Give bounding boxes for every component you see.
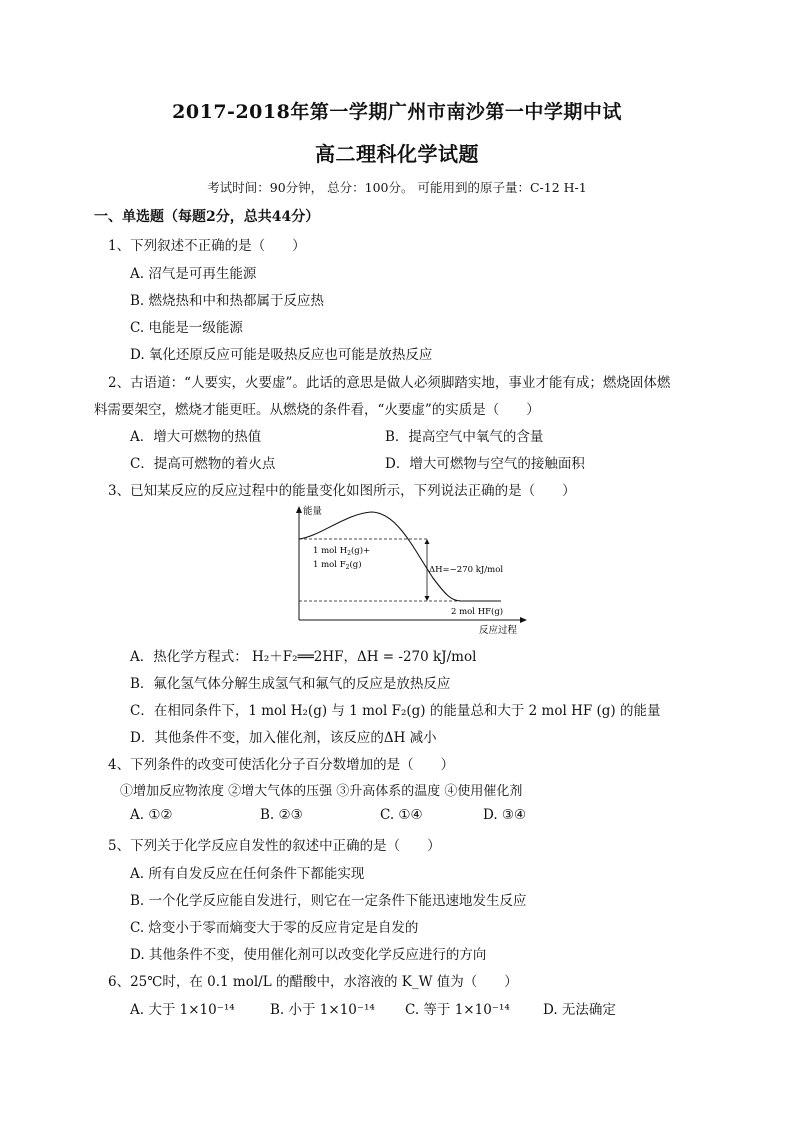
question-4-stem: 4、下列条件的改变可使活化分子百分数增加的是（ ） <box>108 757 455 773</box>
question-4-option-b: B. ②③ <box>260 807 303 823</box>
question-2-stem-line2: 料需要架空，燃烧才能更旺。从燃烧的条件看，“火要虚”的实质是（ ） <box>94 402 540 418</box>
question-5-option-a: A. 所有自发反应在任何条件下都能实现 <box>130 866 365 882</box>
question-5-option-b: B. 一个化学反应能自发进行，则它在一定条件下能迅速地发生反应 <box>130 893 527 909</box>
question-3-option-d: D．其他条件不变，加入催化剂，该反应的ΔH 减小 <box>130 730 437 746</box>
question-2-option-d: D．增大可燃物与空气的接触面积 <box>385 456 585 472</box>
question-2-stem-line1: 2、古语道：“人要实，火要虚”。此话的意思是做人必须脚踏实地，事业才能有成；燃烧固体燃 <box>108 375 671 391</box>
question-5-option-c: C. 焓变小于零而熵变大于零的反应肯定是自发的 <box>130 920 419 936</box>
energy-diagram <box>293 502 533 636</box>
product-label: 2 mol HF(g) <box>451 607 504 617</box>
delta-h-arrowhead-bottom <box>425 596 430 601</box>
question-3-option-a-prefix: A．热化学方程式： <box>130 649 248 665</box>
reactant-label-line2: 1 mol $F_2(g)$ <box>313 560 362 571</box>
y-axis-label: 能量 <box>303 506 323 517</box>
question-3-stem: 3、已知某反应的反应过程中的能量变化如图所示，下列说法正确的是（ ） <box>108 483 576 499</box>
question-6-option-d: D. 无法确定 <box>543 1002 616 1018</box>
energy-curve <box>299 512 504 601</box>
question-3-option-c: C．在相同条件下，1 mol H₂(g) 与 1 mol F₂(g) 的能量总和大于 2 mol HF (g) 的能量 <box>130 703 661 719</box>
question-2-option-c: C．提高可燃物的着火点 <box>130 456 276 472</box>
y-axis-arrow <box>296 506 302 513</box>
x-axis-arrow <box>520 617 527 623</box>
question-6-stem: 6、25℃时，在 0.1 mol/L 的醋酸中，水溶液的 K_W 值为（ ） <box>108 974 518 990</box>
exam-title: 2017-2018年第一学期广州市南沙第一中学期中试 <box>172 101 622 123</box>
question-1-option-d: D. 氧化还原反应可能是吸热反应也可能是放热反应 <box>130 347 433 363</box>
question-6-option-a: A. 大于 1×10⁻¹⁴ <box>130 1002 235 1018</box>
question-3-option-a <box>130 645 476 665</box>
question-4-option-a: A. ①② <box>130 807 173 823</box>
question-4-conditions: ①增加反应物浓度 ②增大气体的压强 ③升高体系的温度 ④使用催化剂 <box>120 784 523 799</box>
question-4-option-c: C. ①④ <box>380 807 423 823</box>
question-1-option-c: C. 电能是一级能源 <box>130 320 243 336</box>
exam-subtitle: 高二理科化学试题 <box>315 142 479 166</box>
question-3-option-a-equation: H₂＋F₂══2HF，ΔH = -270 kJ/mol <box>252 649 477 665</box>
question-6-option-b: B. 小于 1×10⁻¹⁴ <box>270 1002 375 1018</box>
question-3-option-b: B．氟化氢气体分解生成氢气和氟气的反应是放热反应 <box>130 676 451 692</box>
question-1-option-a: A. 沼气是可再生能源 <box>130 266 257 282</box>
question-4-option-d: D. ③④ <box>483 807 527 823</box>
x-axis-label: 反应过程 <box>479 625 518 636</box>
section-heading: 一、单选题（每题2分，总共44分） <box>94 209 320 225</box>
question-1-stem: 1、下列叙述不正确的是（ ） <box>108 238 306 254</box>
question-2-option-b: B．提高空气中氧气的含量 <box>385 429 544 445</box>
question-5-option-d: D. 其他条件不变，使用催化剂可以改变化学反应进行的方向 <box>130 947 487 963</box>
reactant-label-line1: 1 mol $H_2(g)+$ <box>313 546 371 557</box>
question-5-stem: 5、下列关于化学反应自发性的叙述中正确的是（ ） <box>108 838 441 854</box>
exam-info: 考试时间：90分钟， 总分：100分。 可能用到的原子量：C-12 H-1 <box>207 180 587 195</box>
question-6-option-c: C. 等于 1×10⁻¹⁴ <box>405 1002 510 1018</box>
question-2-option-a: A．增大可燃物的热值 <box>130 429 262 445</box>
delta-h-label: ΔH=−270 kJ/mol <box>429 565 504 575</box>
delta-h-arrowhead-top <box>425 539 430 544</box>
question-1-option-b: B. 燃烧热和中和热都属于反应热 <box>130 293 325 309</box>
